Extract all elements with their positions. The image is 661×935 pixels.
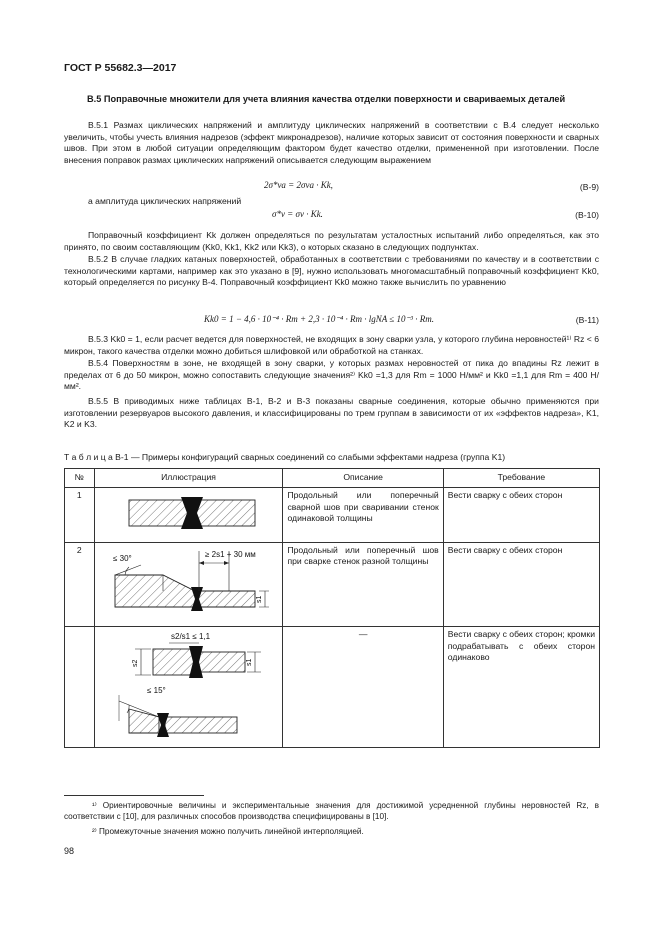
weld-equal-thickness-drawing <box>99 490 275 536</box>
row-requirement: Вести сварку с обеих сторон; кромки подрабатывать с обеих сторон одинаково <box>443 627 599 748</box>
header-requirement: Требование <box>443 469 599 488</box>
paragraph-b53: B.5.3 Kk0 = 1, если расчет ведется для поверхностей, не входящих в зону сварки узла, у которого глубина неровностей¹⁾ Rz < 6 микрон, такого качества отделки можно добиться шлифовкой или обработкой на станках. <box>64 334 599 356</box>
table-row <box>65 488 600 543</box>
document-header: ГОСТ Р 55682.3—2017 <box>64 62 177 74</box>
footnote-2: ²⁾ Промежуточные значения можно получить линейной интерполяцией. <box>92 827 364 836</box>
s2-label: s2 <box>131 659 139 668</box>
thickness-ratio-label: s2/s1 ≤ 1,1 <box>170 632 210 642</box>
row-description: Продольный или поперечный шов при сварке стенок разной толщины <box>283 542 443 627</box>
equation-b10-number: (B-10) <box>575 210 599 220</box>
min-distance-label: ≥ 2s1 + 30 мм <box>204 549 256 559</box>
equation-b10: σ*v = σv · Kk. <box>272 209 323 219</box>
section-title: B.5 Поправочные множители для учета влияния качества отделки поверхности и свариваемых деталей <box>87 94 566 104</box>
paragraph-b54: B.5.4 Поверхностям в зоне, не входящей в зону сварки, у которых размах неровностей от пика до впадины Rz лежит в пределах от 6 до 50 микрон, можно сопоставить следующие значения²⁾ Kk0 =1,3 для Rm = 1000 Н/мм² и Kk0 =1,1 для Rm = 400 Н/мм². <box>64 358 599 392</box>
row-number <box>65 627 95 748</box>
paragraph-b51: B.5.1 Размах циклических напряжений и амплитуду циклических напряжений в соответствии с B.4 следует несколько увеличить, чтобы учесть влияния надрезов (эффект микронадрезов), наличие которых зависит от состояния поверхности и сварных швов. При этом в любой ситуации определяющим фактором будет качество отделки, примененной при изготовлении. После внесения поправок размах циклических напряжений описывается следующим выражением <box>64 120 599 165</box>
footnote-1: ¹⁾ Ориентировочные величины и экспериментальные значения для достижимой усредненной глубины неровностей Rz, в соответствии с [10], для различных способов производства специфицированы в [10]. <box>64 801 599 822</box>
row-description: — <box>283 627 443 748</box>
row-number: 2 <box>65 542 95 627</box>
equation-b9: 2σ*va = 2σva · Kk, <box>264 180 333 190</box>
paragraph-b52: B.5.2 В случае гладких катаных поверхностей, обработанных в соответствии с требованиями по качеству и в соответствии с технологическими картами, например как это указано в [9], нужно использовать многомасштабный поправочный коэффициент Kk0, который определяется по рисунку B-4. Поправочный коэффициент Kk0 можно также вычислить по уравнению <box>64 254 599 288</box>
paragraph-kk: Поправочный коэффициент Kk должен определяться по результатам усталостных испытаний либо определяться, как это принято, по своим составляющим (Kk0, Kk1, Kk2 или Kk3), о которых сказано в следующих подпунктах. <box>64 230 599 252</box>
header-number: № <box>65 469 95 488</box>
angle-15-label: ≤ 15° <box>146 686 166 696</box>
header-illustration: Иллюстрация <box>94 469 283 488</box>
table-header-row <box>65 469 600 488</box>
s1-label-ratio: s1 <box>245 658 253 667</box>
weld-table <box>64 468 600 748</box>
equation-b11: Kk0 = 1 − 4,6 · 10⁻⁴ · Rm + 2,3 · 10⁻⁴ · Rm · lgNA ≤ 10⁻³ · Rm. <box>204 314 434 324</box>
illustration-equal-thickness <box>94 488 283 543</box>
row-requirement: Вести сварку с обеих сторон <box>443 488 599 543</box>
weld-different-thickness-drawing <box>99 545 275 621</box>
header-description: Описание <box>283 469 443 488</box>
table-caption: Т а б л и ц а B-1 — Примеры конфигураций сварных соединений со слабыми эффектами надреза (группа K1) <box>64 452 506 462</box>
weld-thickness-ratio-drawing <box>99 629 275 741</box>
paragraph-b55: B.5.5 В приводимых ниже таблицах B-1, B-2 и B-3 показаны сварные соединения, которые обычно применяются при изготовлении резервуаров высокого давления, и классифицированы по трем группам в зависимости от их «эффектов надреза», K1, K2 и K3. <box>64 396 599 430</box>
angle-30-label: ≤ 30° <box>112 553 132 563</box>
equation-b11-number: (B-11) <box>575 315 599 325</box>
table-row <box>65 627 600 748</box>
row-description: Продольный или поперечный сварной шов при сваривании стенок одинаковой толщины <box>283 488 443 543</box>
row-number: 1 <box>65 488 95 543</box>
page-number: 98 <box>64 846 75 856</box>
equation-b9-number: (B-9) <box>579 182 599 192</box>
footnote-separator <box>64 795 204 796</box>
s1-label: s1 <box>255 595 263 603</box>
row-requirement: Вести сварку с обеих сторон <box>443 542 599 627</box>
table-row <box>65 542 600 627</box>
illustration-thickness-ratio <box>94 627 283 748</box>
paragraph-amplitude: а амплитуда циклических напряжений <box>88 196 242 206</box>
illustration-different-thickness <box>94 542 283 627</box>
